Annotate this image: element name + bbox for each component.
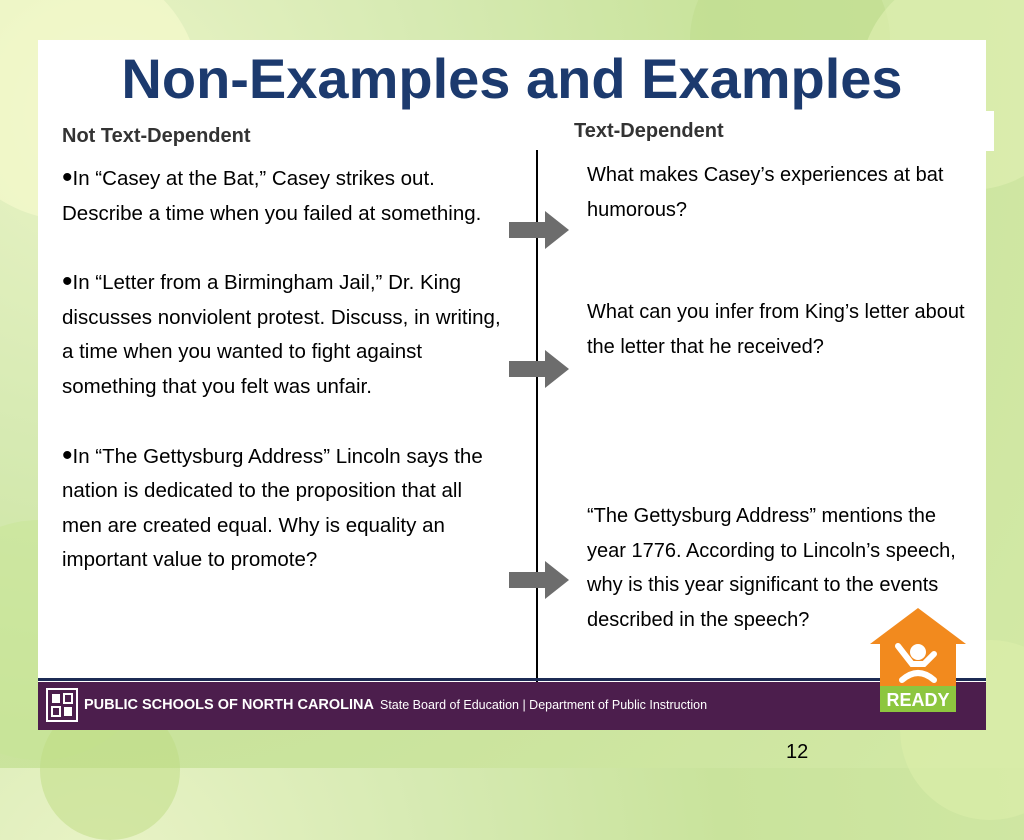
- non-examples-list: [62, 162, 502, 613]
- nc-schools-logo-icon: [46, 688, 78, 722]
- non-example-text: In “The Gettysburg Address” Lincoln says the nation is dedicated to the proposition that all men are created equal. Why is equality an important value to promote?: [62, 444, 483, 572]
- slide-title: Non-Examples and Examples: [121, 47, 903, 110]
- page-number: 12: [786, 741, 809, 763]
- non-example-item: [62, 266, 502, 404]
- bullet-icon: •: [62, 438, 73, 472]
- bullet-icon: •: [62, 265, 73, 299]
- non-example-item: [62, 162, 502, 231]
- left-column-heading: Not Text-Dependent: [62, 125, 251, 147]
- right-arrow-icon: [509, 350, 569, 388]
- example-item: “The Gettysburg Address” mentions the year 1776. According to Lincoln’s speech, why is this year significant to the events described in the speech?: [587, 505, 956, 631]
- non-example-text: In “Casey at the Bat,” Casey strikes out. Describe a time when you failed at something.: [62, 167, 482, 225]
- right-arrow-icon: [509, 561, 569, 599]
- footer-rule: [38, 678, 986, 681]
- right-column-heading: Text-Dependent: [574, 120, 724, 142]
- ready-house-icon: [868, 606, 968, 716]
- bullet-icon: •: [62, 161, 73, 194]
- slide-panel-tab: [980, 111, 994, 151]
- footer-org: PUBLIC SCHOOLS OF NORTH CAROLINA: [84, 697, 374, 713]
- ready-label: READY: [886, 690, 950, 710]
- non-example-item: [62, 440, 502, 578]
- footer-text: [84, 697, 707, 713]
- non-example-text: In “Letter from a Birmingham Jail,” Dr. King discusses nonviolent protest. Discuss, in writing, a time when you wanted to fight against something that you felt was unfair.: [62, 271, 501, 398]
- footer-subtitle: State Board of Education | Department of Public Instruction: [380, 698, 708, 712]
- example-item: What makes Casey’s experiences at bat humorous?: [587, 164, 944, 221]
- example-item: What can you infer from King’s letter about the letter that he received?: [587, 301, 965, 358]
- right-arrow-icon: [509, 211, 569, 249]
